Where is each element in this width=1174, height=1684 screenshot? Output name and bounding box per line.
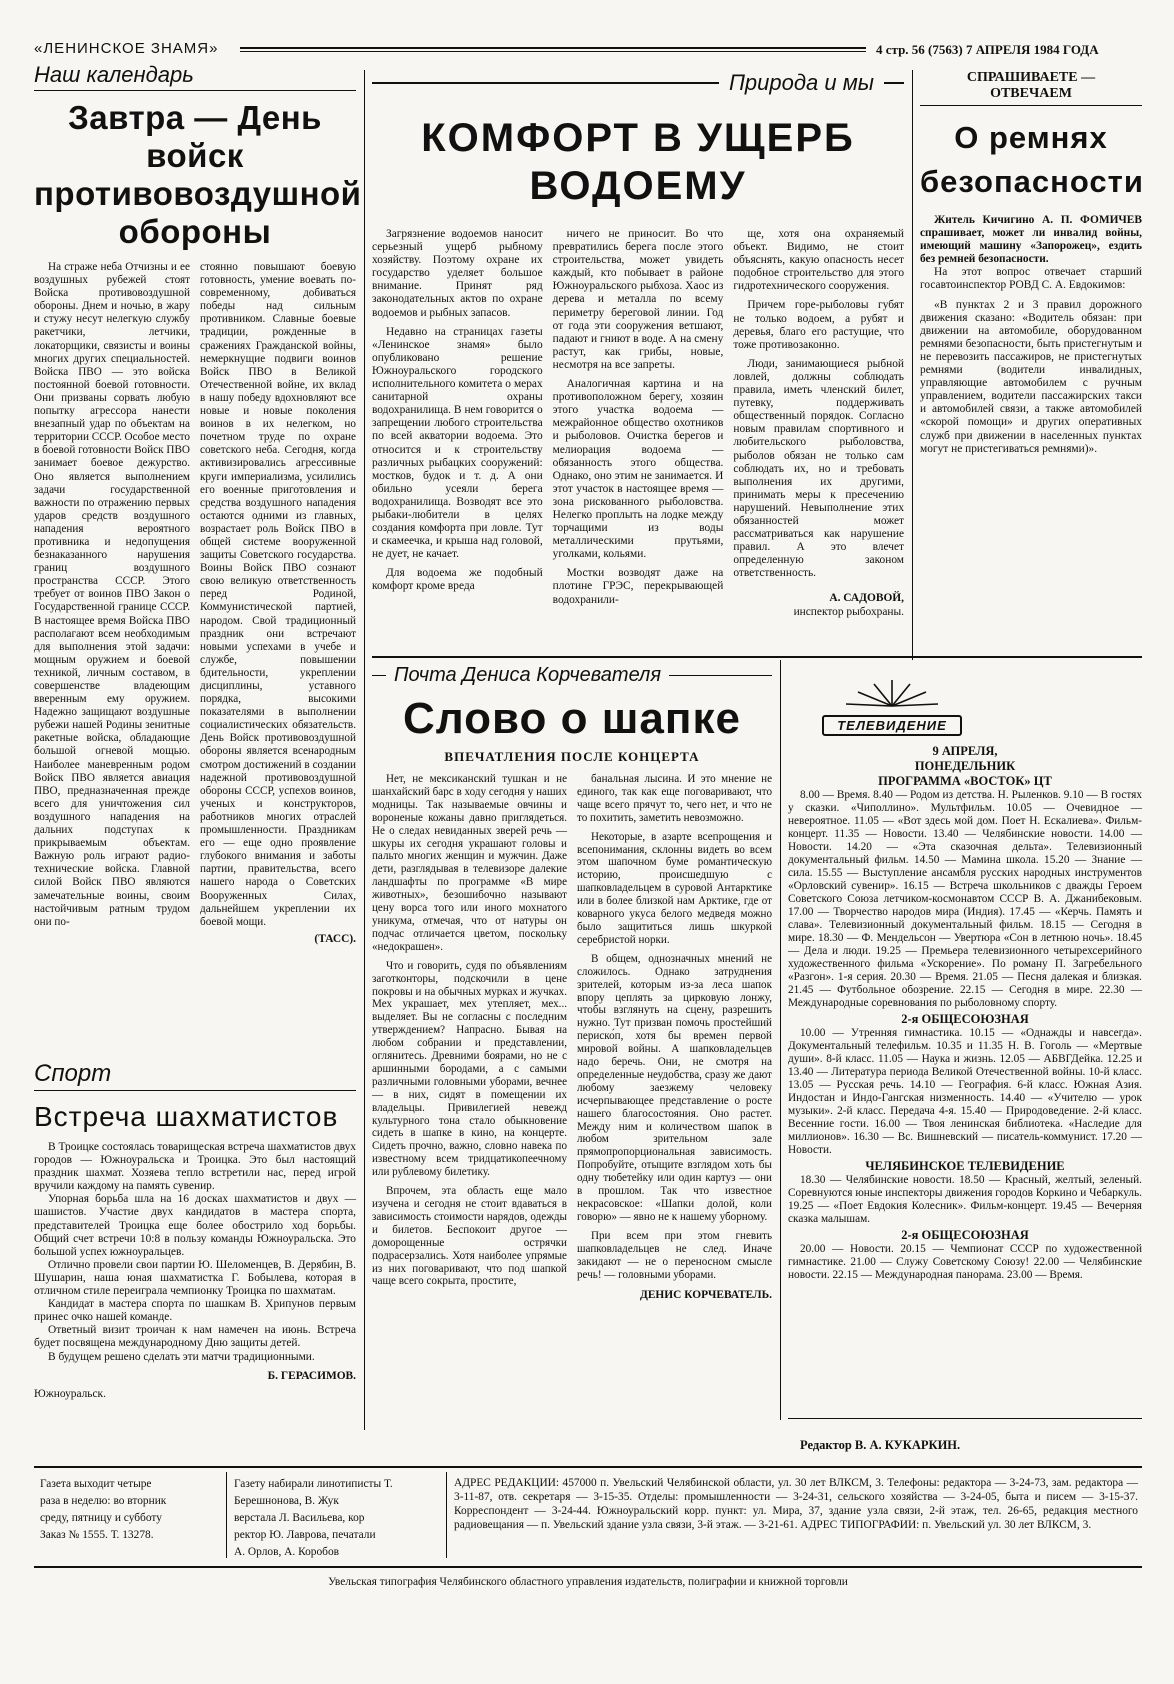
mail-paragraph: При всем при этом гневить шапковладельцев не след. Иначе закидают — не о переносном смысле речь! — головными уборами. [577, 1229, 772, 1281]
mail-paragraph: банальная лысина. И это мнение не единого, так как еще поговаривают, что чаще всего прячут то, чего нет, и что не то похитить, заметить невозможно. [577, 773, 772, 824]
nature-paragraph: ничего не приносит. Во что превратились берега после этого строительства, может увидеть каждый, кто побывает в районе Южноуральского рыбхоза. Хаос из дерева и металла по всему периметру береговой линии. Год от года эти сооружения ветшают, падают и гниют в воде. А на смену растут, как грибы, новые, несмотря на все запреты. [552, 228, 724, 371]
mail-paragraph: В общем, однозначных мнений не сложилось. Однако затруднения зрителей, которым из-за леса шапок впору цеплять за цирковую лонжу, чтобы взглянуть на сцену, разрешить нужно. Тут призван помочь простейший периско́п, хотя бы времен первой мировой войны. А шапковладельцев надо беречь. Они, не смотря на определенные неудобства, сразу же дают любому заезжему человеку исчерпывающее представление о росте нашего благосостояния. Оно растет. Между ним и количеством шапок в любом зрительном зале прямопропорциональная зависимость. Попробуйте, отыщите взглядом хоть бы одну тюбетейку или один картуз — они в прошлом. Так что известное некрасовское: «Шапки долой, коли говорю» — явно не к нашему уборному. [577, 952, 772, 1223]
footer-schedule [40, 1476, 220, 1544]
ask-paragraph: «В пунктах 2 и 3 правил дорожного движения сказано: «Водитель обязан: при движении на автомобиле, оборудованном ремнями безопасности, быть пристегнутым и не перевозить пассажиров, не пристегнутых ремнями (водители инвалидных, управляющие автомобилем с ручным управлением, водители пассажирских такси и автомобилей связи, а также автомобилей «скорой помощи» и других оперативных служб при движении в населенных пунктах могут не пристегиваться ремнями)». [920, 298, 1142, 455]
sport-body [34, 1141, 356, 1364]
nature-paragraph: Люди, занимающиеся рыбной ловлей, должны соблюдать правила, иметь членский билет, путевку, поддерживать общественный порядок. Согласно новым правилам спортивного и любительского рыболовства, рыболов обязан не только сам соблюдать их, но и требовать выполнения их другими, принимать меры к пресечению нарушений. Невыполнение этих обязанностей может рассматриваться как нарушение правил. А это влечет определенную законом ответственность. [733, 357, 905, 580]
nature-paragraph: Мостки возводят даже на плотине ГРЭС, перекрывающей водохранили- [552, 567, 724, 606]
tv-program-heading: ЧЕЛЯБИНСКОЕ ТЕЛЕВИДЕНИЕ [865, 1159, 1065, 1173]
ask-section [920, 70, 1142, 456]
mail-subtitle: ВПЕЧАТЛЕНИЯ ПОСЛЕ КОНЦЕРТА [444, 749, 700, 764]
nature-paragraph: Недавно на страницах газеты «Ленинское знамя» было опубликовано решение Южноуральского городского исполнительного комитета о мерах санитарной охраны водохранилища. В нем говорится о запрещении любого строительства по всей акватории водоема. Это относится и к строительству различных рыбацких сооружений: мостков, будок и т. д. А они обильно усеяли берега водохранилища. Возводят все это рыбаки-любители в целях создания комфорта при ловле. Тут и скамеечка, и крыша над головой, не дует, не качает. [372, 325, 543, 561]
tv-logo-text: ТЕЛЕВИДЕНИЕ [822, 715, 962, 736]
tv-logo [822, 676, 962, 736]
editor-line: Редактор В. А. КУКАРКИН. [800, 1438, 961, 1452]
footer-line: Заказ № 1555. Т. 13278. [40, 1529, 154, 1541]
nature-rubric: Природа и мы [728, 70, 874, 95]
sport-place: Южноуральск. [34, 1387, 106, 1400]
tv-program-text: 10.00 — Утренняя гимнастика. 10.15 — «Однажды и навсегда». Документальный телефильм. 10.35 и 11.35 Н. В. Гоголь — «Мертвые души». 8-й класс. 11.05 — Наука и жизнь. 12.05 — АБВГДейка. 12.25 и 13.40 — Литература периода Великой Отечественной войны. 10-й класс. 13.05 — Русская речь. 14.10 — География. 6-й класс. Южная Азия. Индостан и Индо-Гангская низменность. 14.40 — «Учителю — урок музыки». 2-й класс. Передача 4-я. 15.40 — Природоведение. 2-й класс. Весенние гости. 16.00 — Твоя ленинская библиотека. «Наследие для миллионов». 16.30 — Вс. Вишневский — писатель-коммунист. 17.20 — Новости. [788, 1027, 1142, 1156]
footer-line: Газету набирали линотиписты Т. Берешнонова, В. Жук [234, 1478, 393, 1507]
footer-line: верстала Л. Васильева, кор [234, 1512, 365, 1524]
mail-section [372, 664, 772, 1302]
nature-sign-name: А. САДОВОЙ, [829, 592, 905, 605]
ask-rubric-1: СПРАШИВАЕТЕ — [966, 70, 1096, 85]
mail-rubric: Почта Дениса Корчевателя [394, 664, 662, 686]
footer-typesetters [234, 1476, 440, 1561]
nature-paragraph: Для водоема же подобный комфорт кроме вреда [372, 567, 543, 593]
sport-paragraph: Ответный визит троичан к нам намечен на июнь. Встреча будет посвящена международному Дню защиты детей. [34, 1324, 356, 1350]
sport-title: Встреча шахматистов [34, 1101, 339, 1132]
mail-paragraph: Нет, не мексиканский тушкан и не шанхайский барс в ходу сегодня у наших модницы. Так называемые овчины и вороненые кожаны давно приглядеться. Не о следах невиданных зверей речь — шкуры их сегодня украшают головы и пальто многих женщин и мужчин. Даже дети, разглядывая в телевизоре далекие ландшафты по программе «В мире животных», безошибочно называют цену ворса того или иного мохнатого уникума, отмечая, что от натуры он подчас отличается цветом, поскольку «недокрашен». [372, 773, 567, 953]
mail-sign: ДЕНИС КОРЧЕВАТЕЛЬ. [640, 1289, 772, 1302]
sport-section [34, 1060, 356, 1400]
calendar-rubric: Наш календарь [34, 62, 356, 91]
paper-name: «ЛЕНИНСКОЕ ЗНАМЯ» [34, 40, 219, 57]
sport-paragraph: Отлично провели свои партии Ю. Шеломенцев, В. Дерябин, В. Шушарин, наша юная шахматистка Г. Бобылева, которая в отличном стиле переиграла чемпионку Троицка по шахматам. [34, 1258, 356, 1298]
footer-printer: Увельская типография Челябинского областного управления издательств, полиграфии и книжной торговли [328, 1576, 848, 1588]
nature-title: КОМФОРТ В УЩЕРБ ВОДОЕМУ [421, 116, 855, 208]
mail-paragraph: Впрочем, эта область еще мало изучена и сегодня не стоит вдаваться в зависимость стоимости нарядов, одежды и билетов. Беспокоит другое — доморощенные острячки подрасерзались. Хотя наиболее упрямые из них поговаривают, что под шапкой чаще всего сокрыта, простите, [372, 1185, 567, 1288]
footer-line: А. Орлов, А. Коробов [234, 1546, 340, 1558]
calendar-col-2: стоянно повышают боевую готовность, умение воевать по-современному, добиваться победы над сильным противником. Славные боевые традиции, рожденные в сражениях Гражданской войны, немеркнущие подвиги воинов Войск ПВО в Великой Отечественной войне, их вклад в нашу победу вдохновляют все новые и новые поколения воинов в их нелегком, но почетном труде по охране советского неба. Сегодня, когда активизировались агрессивные круги империализма, усилились его военные приготовления и средства воздушного нападения остаются одними из главных, возрастает роль Войск ПВО в общей системе вооруженной защиты Советского государства. Воины Войск ПВО сознают свою великую ответственность перед Родиной, Коммунистической партией, народом. Свой традиционный праздник они встречают новыми успехами в учебе и службе, повышении бдительности, укреплении дисциплины, уставного порядка, высокими показателями в выполнении социалистических обязательств. День Войск противовоздушной обороны является всенародным смотром достижений в создании надежной противовоздушной обороны СССР, успехов воинов, ученых и конструкторов, работников многих отраслей промышленности. Праздникам его — еще одно проявление глубокого внимания и заботы партии, правительства, всего нашего народа о Советских Вооруженных Силах, дальнейшем укреплении их боевой мощи. [200, 261, 356, 928]
footer-address: АДРЕС РЕДАКЦИИ: 457000 п. Увельский Челябинской области, ул. 30 лет ВЛКСМ, 3. Телефоны: редактора — 3-24-73, зам. редактора — 3-11-87, отв. секретаря — 3-15-35. Отделы: промышленности — 3-24-31, сельского хозяйства — 3-24-05, быта и писем — 3-15-37. Корреспондент — 3-24-44. Южноуральский корр. пункт: ул. Мира, 37, здание узла связи, 2-й этаж, тел. 26-65, редакция местного радиовещания — п. Увельский здание узла связи, 3-й этаж. — 3-21-61. АДРЕС ТИПОГРАФИИ: п. Увельский ул. 30 лет ВЛКСМ, 3. [454, 1477, 1138, 1531]
nature-paragraph: Загрязнение водоемов наносит серьезный ущерб рыбному хозяйству. Поэтому охране их государство уделяет большое внимание. Принят ряд законодательных актов по охране водоемов и рыбных запасов. [372, 228, 543, 319]
nature-paragraph: ще, хотя она охраняемый объект. Видимо, не стоит объяснять, какую опасность несет подобное строительство для этого гидротехнического сооружения. [733, 228, 905, 293]
tv-program-heading: ПРОГРАММА «ВОСТОК» ЦТ [878, 774, 1052, 788]
footer-line: раза в неделю: во вторник [40, 1495, 167, 1507]
sport-sign: Б. ГЕРАСИМОВ. [267, 1369, 356, 1382]
footer-line: ректор Ю. Лаврова, печатали [234, 1529, 376, 1541]
footer-line: Газета выходит четыре [40, 1478, 152, 1490]
ask-rubric-2: ОТВЕЧАЕМ [920, 86, 1142, 106]
calendar-section [34, 62, 362, 945]
nature-col-2 [553, 228, 724, 619]
ask-paragraph: На этот вопрос отвечает старший госавтоинспектор РОВД С. А. Евдокимов: [920, 266, 1142, 292]
footer-line: среду, пятницу и субботу [40, 1512, 162, 1524]
sport-paragraph: В будущем решено сделать эти матчи традиционными. [48, 1350, 315, 1363]
issue-date: 4 стр. 56 (7563) 7 АПРЕЛЯ 1984 ГОДА [876, 42, 1099, 57]
tv-program-text: 8.00 — Время. 8.40 — Родом из детства. Н. Рыленков. 9.10 — В гостях у сказки. «Чиполлино». Мультфильм. 10.05 — Очевидное — невероятное. 11.05 — «Вот здесь мой дом. Поет Н. Ескалиева». Фильм-концерт. 11.35 — Новости. 13.40 — Челябинские новости. 14.00 — Новости. 14.20 — «Эта сказочная дельта». Телевизионный документальный фильм. 14.50 — Мамина школа. 15.20 — Знание — сила. 15.55 — Выступление ансамбля русских народных инструментов «Орловский сувенир». 16.15 — Встреча школьников с дважды Героем Советского Союза летчиком-космонавтом СССР В. А. Джанибековым. 17.00 — Творчество народов мира (Индия). 17.45 — «Керчь. Память и слава». Телевизионный документальный фильм. 18.15 — Сегодня в мире. 18.30 — Ф. Мендельсон — Увертюра «Сон в летнюю ночь». 18.45 — Дела и люди. 19.25 — Премьера телевизионного четырехсерийного художественного фильма «Ускорение». По роману П. Загребельного «Разгон». 1-я серия. 20.30 — Время. 21.05 — Песня далекая и близкая. 21.45 — Футбольное обозрение. 22.15 — Сегодня в мире. 22.30 — Международные соревнования по рыболовному спорту. [788, 789, 1142, 1009]
mail-paragraph: Что и говорить, судя по объявлениям заготконторы, подскочили в цене покровы и на обычных мурках и жучках. Мех украшает, мех утепляет, мех... выделяет. Вы не согласны с последним утверждением? Напрасно. Бывая на любом собрании и представлении, оглянитесь. Древними боярами, но не с аршинными бородами, а с самыми различными головными уборами, вечнее — в них, сидят в помещении их владельцы. Привилегией невежд культурного тона стало обыкновение сидеть в шапке в кино, на концерте. Сидеть прочно, важно, словно навека по известному всем тридцатикопеечному или рублевому билетику. [372, 959, 567, 1179]
nature-col-1 [372, 228, 543, 619]
tv-day: 9 АПРЕЛЯ, [932, 744, 998, 758]
calendar-title: Завтра — День войск противовоздушной обороны [34, 99, 362, 250]
calendar-col-1: На страже неба Отчизны и ее воздушных рубежей стоят Войска противовоздушной обороны. Днем и ночью, в жару и стужу несут нелегкую службу ракетчики, летчики, локаторщики, связисты и воины многих других специальностей. Войска ПВО — это войска постоянной боевой готовности. Они призваны сорвать любую попытку агрессора нанести внезапный удар по объектам на территории СССР. Особое место в боевой готовности Войск ПВО занимает боевое дежурство. Оно является выполнением задачи государственной важности по отражению первых ударов средств воздушного нападения вероятного противника и недопущения безнаказанного нарушения границ воздушного пространства СССР. Этого требует от воинов ПВО Закон о Государственной границе СССР. В настоящее время Войска ПВО располагают всем необходимым для выполнения этой задачи: мощным оружием и боевой техникой, личным составом, в совершенстве владеющим вверенным ему оружием. Надежно защищают воздушные рубежи нашей Родины зенитные ракетные войска, обладающие большой огневой мощью. Наиболее маневренным родом Войск ПВО является авиация ПВО, предназначенная прежде всего для уничтожения сил воздушного нападения на дальних подступах к прикрываемым объектам. Важную роль играют радио-технические войска. Главной силой Войск ПВО являются замечательные воины, своим настойчивым ратным трудом они по- [34, 261, 190, 928]
nature-section [372, 70, 904, 619]
mail-col-2 [577, 773, 772, 1302]
sport-rubric: Спорт [34, 1060, 356, 1091]
nature-paragraph: Аналогичная картина и на противоположном берегу, хозяин этого участка водоема — межрайонное общество охотников и рыболовов. Очистка берегов и мелиорация водоема — обязанность этого общества. Однако, оно этим не занимается. И этот участок в настоящее время — зона рискованного рыболовства. Нелегко проплыть на лодке между торчащими из воды металлическими прутьями, уголками, кольями. [552, 378, 724, 561]
ask-lead: Житель Кичигино А. П. ФОМИЧЕВ спрашивает, может ли инвалид войны, имеющий машину «Запорожец», ездить без ремней безопасности. [920, 214, 1142, 266]
nature-sign-role: инспектор рыбохраны. [793, 605, 905, 618]
tv-program-text: 18.30 — Челябинские новости. 18.50 — Красный, желтый, зеленый. Соревнуются юные инспекторы движения городов Коркино и Чебаркуль. 19.25 — «Поет Евдокия Колесник». Фильм-концерт. 19.45 — Вечерняя сказка малышам. [788, 1174, 1142, 1225]
mail-col-1 [372, 773, 567, 1302]
sport-paragraph: Кандидат в мастера спорта по шашкам В. Хрипунов первым принес очко нашей команде. [34, 1298, 356, 1324]
tv-section [788, 676, 1142, 1282]
tv-program-text: 20.00 — Новости. 20.15 — Чемпионат СССР по художественной гимнастике. 21.00 — Служу Советскому Союзу! 22.00 — Челябинские новости. 22.15 — Международная панорама. 23.00 — Время. [788, 1243, 1142, 1281]
ask-title: О ремнях безопасности [920, 120, 1144, 199]
tv-weekday: ПОНЕДЕЛЬНИК [914, 759, 1016, 773]
nature-col-3 [733, 228, 904, 619]
mail-title: Слово о шапке [403, 694, 741, 743]
sport-paragraph: В Троицке состоялась товарищеская встреча шахматистов двух городов — Южноуральска и Троицка. Это был настоящий праздник шахмат. Хозяева тепло встретили нас, перед игрой вручили каждому на память сувенир. [34, 1141, 356, 1193]
calendar-sign: (ТАСС). [314, 932, 356, 945]
tv-program-heading: 2-я ОБЩЕСОЮЗНАЯ [901, 1012, 1029, 1026]
tv-program-heading: 2-я ОБЩЕСОЮЗНАЯ [901, 1228, 1029, 1242]
nature-paragraph: Причем горе-рыболовы губят не только водоем, а рубят и деревья, благо его растущие, что тоже противозаконно. [733, 299, 905, 351]
tv-rays-icon [822, 676, 962, 710]
mail-paragraph: Некоторые, в азарте всепрощения и всепонимания, склонны видеть во всем этом шапочном буме романтическую историю, происшедшую с шапковладельцем в суровой Антарктике или в более близкой нам Арктике, где от коварного укуса белого медведя можно было защититься лишь шкуркой серебристой норки. [577, 830, 772, 946]
sport-paragraph: Упорная борьба шла на 16 досках шахматистов и двух — шашистов. Участие двух кандидатов в мастера спорта, представителей Троицка еще более обострило ход борьбы. Общий счет встречи 10:8 в пользу команды Южноуральска. Это большой успех южноуральцев. [34, 1193, 356, 1258]
